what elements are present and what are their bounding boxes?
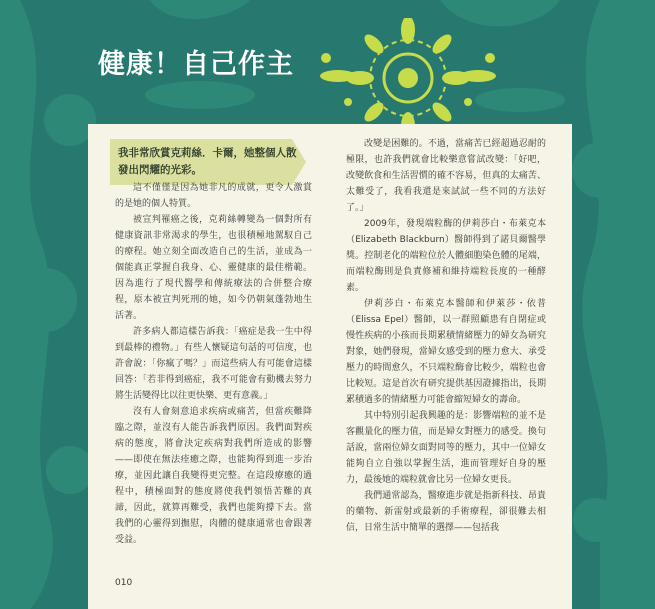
left-column (115, 180, 312, 548)
left-paragraph-1: 這不僅僅是因為她非凡的成就，更令人激賞的是她的個人特質。 (115, 183, 312, 209)
left-paragraph-2: 被宣判罹癌之後，克莉絲轉變為一個對所有健康資訊非常渴求的學生，也很積極地駕馭自己的療程。她立刻全面改造自己的生活，並成為一個能真正掌握自我身、心、靈健康的最佳楷範。因為進行了現代醫學和傳統療法的合併整合療程，原本被宣判死刑的她，如今仍朝氣蓬勃地生活著。 (115, 215, 312, 321)
pull-quote-text: 我非常欣賞克莉絲．卡爾，她整個人散發出閃耀的光彩。 (118, 147, 297, 176)
right-paragraph-3: 伊莉莎白・布萊克本醫師和伊萊莎・依普（Elissa Epel）醫師，以一群照顧患有自閉症或慢性疾病的小孩而長期累積情緒壓力的婦女為研究對象，她們發現，當婦女感受到的壓力愈大、承受壓力的時間愈久，不只端粒酶會比較少，端粒也會比較短。這是首次有研究提供基因證據指出，長期累積過多的情緒壓力可能會縮短婦女的壽命。 (346, 299, 546, 405)
page-title: 健康！自己作主 (98, 49, 294, 80)
right-paragraph-1: 改變是困難的。不過，當痛苦已經超過忍耐的極限，也許我們就會比較樂意嘗試改變：「好吧，改變飲食和生活習慣的確不容易，但真的太痛苦、太難受了，我看我還是來試試一些不同的方法好了。」 (346, 139, 546, 213)
right-paragraph-5: 我們通常認為，醫療進步就是指新科技、昂貴的藥物、新雷射或最新的手術療程，卻很難去相信，日常生活中簡單的選擇——包括我 (346, 491, 546, 533)
right-paragraph-2: 2009年，發現端粒酶的伊莉莎白・布萊克本（Elizabeth Blackburn）醫師得到了諾貝爾醫學獎。控制老化的端粒位於人體細胞染色體的尾端，而端粒酶則是負責修補和維持端粒長度的一種酵素。 (346, 219, 546, 293)
right-paragraph-4: 其中特別引起我興趣的是：影響端粒的並不是客觀量化的壓力值，而是婦女對壓力的感受。換句話說，當兩位婦女面對同等的壓力，其中一位婦女能夠自立自強以掌握生活，進而管理好自身的壓力，最後她的端粒就會比另一位婦女更長。 (346, 411, 546, 485)
left-paragraph-3: 許多病人都這樣告訴我：「癌症是我一生中得到最棒的禮物。」有些人懷疑這句話的可信度，也許會說：「你瘋了嗎？」而這些病人有可能會這樣回答：「若非得到癌症，我不可能會有動機去努力將生活變得比以往更快樂、更有意義。」 (115, 327, 312, 401)
left-paragraph-4: 沒有人會刻意追求疾病或痛苦，但當疾難降臨之際，並沒有人能告訴我們原因。我們面對疾病的態度，將會決定疾病對我們所造成的影響——即使在無法痊癒之際，也能夠得到進一步治療，並因此讓自我變得更完整。在這段療癒的過程中，積極面對的態度將使我們領悟苦難的真諦，因此，就算再難受，我們也能夠撐下去。當我們的心靈得到撫慰，肉體的健康通常也會跟著受益。 (115, 407, 312, 545)
right-column (346, 136, 546, 536)
mandala-ornament (318, 18, 498, 138)
page-number: 010 (115, 578, 133, 588)
